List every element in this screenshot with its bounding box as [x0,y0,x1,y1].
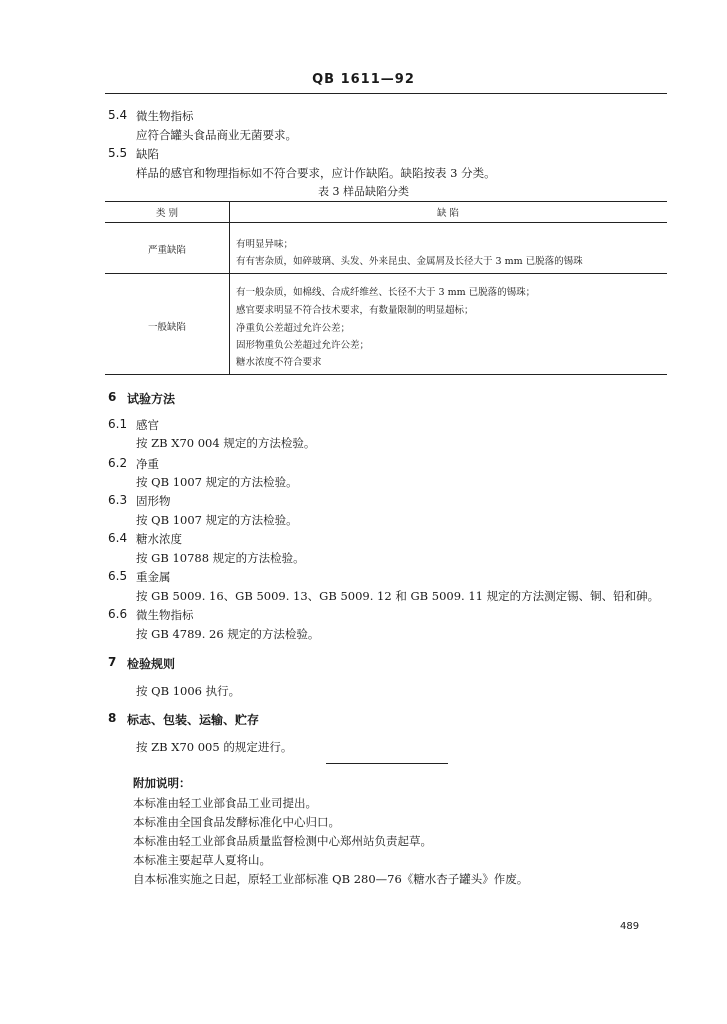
section-6-3-title: 固形物 [136,494,171,508]
section-6-2-number: 6.2 [108,456,128,470]
section-5-4-number: 5.4 [108,108,128,122]
section-5-4-title: 微生物指标 [136,109,194,123]
section-6-1-number: 6.1 [108,417,128,431]
table-row-rule [105,273,667,274]
section-6-4-title: 糖水浓度 [136,532,182,546]
table-header-category: 类 别 [155,208,179,219]
end-rule [326,763,448,764]
note-line: 本标准主要起草人夏将山。 [133,853,271,867]
section-6-2-body: 按 QB 1007 规定的方法检验。 [136,475,298,489]
table-header-defect: 缺 陷 [436,208,460,219]
note-line: 本标准由全国食品发酵标准化中心归口。 [133,815,340,829]
section-6-2-title: 净重 [136,457,159,471]
section-8-number: 8 [108,711,117,725]
section-5-5-body: 样品的感官和物理指标如不符合要求，应计作缺陷。缺陷按表 3 分类。 [136,166,496,180]
table-caption: 表 3 样品缺陷分类 [318,185,409,198]
note-line: 本标准由轻工业部食品工业司提出。 [133,796,317,810]
section-6-4-number: 6.4 [108,531,128,545]
table-row-item: 固形物重负公差超过允许公差； [236,340,370,351]
section-6-6-number: 6.6 [108,607,128,621]
section-6-5-title: 重金属 [136,570,171,584]
table-row-item: 有明显异味； [236,239,294,250]
document-code-header: QB 1611—92 [312,72,415,87]
section-6-5-number: 6.5 [108,569,128,583]
section-6-5-body: 按 GB 5009. 16、GB 5009. 13、GB 5009. 12 和 GB 5009. 11 规定的方法测定锡、铜、铅和砷。 [136,589,660,603]
header-rule [105,93,667,94]
table-row-item: 有有害杂质，如碎玻璃、头发、外来昆虫、金属屑及长径大于 3 mm 已脱落的锡珠 [236,256,583,267]
table-row-category: 一般缺陷 [147,322,186,333]
section-6-3-number: 6.3 [108,493,128,507]
section-6-3-body: 按 QB 1007 规定的方法检验。 [136,513,298,527]
section-7-title: 检验规则 [127,657,176,671]
table-row-item: 感官要求明显不符合技术要求，有数量限制的明显超标； [236,305,474,316]
note-line: 自本标准实施之日起，原轻工业部标准 QB 280—76《糖水杏子罐头》作废。 [133,872,529,886]
page-number: 489 [620,921,640,932]
section-6-number: 6 [108,390,117,404]
section-5-5-number: 5.5 [108,146,128,160]
section-8-title: 标志、包装、运输、贮存 [127,713,260,727]
section-5-5-title: 缺陷 [136,147,159,161]
section-6-1-title: 感官 [136,418,159,432]
table-row-item: 净重负公差超过允许公差； [236,323,351,334]
table-row-item: 有一般杂质，如棉线、合成纤维丝、长径不大于 3 mm 已脱落的锡珠； [236,287,536,298]
section-6-4-body: 按 GB 10788 规定的方法检验。 [136,551,305,565]
note-title: 附加说明： [133,776,191,790]
section-6-6-title: 微生物指标 [136,608,194,622]
section-7-body: 按 QB 1006 执行。 [136,684,241,698]
table-top-rule [105,201,667,202]
table-bottom-rule [105,374,667,375]
section-8-body: 按 ZB X70 005 的规定进行。 [136,740,293,754]
section-6-title: 试验方法 [127,392,176,406]
table-row-category: 严重缺陷 [147,245,186,256]
section-5-4-body: 应符合罐头食品商业无菌要求。 [136,128,297,142]
note-line: 本标准由轻工业部食品质量监督检测中心郑州站负责起草。 [133,834,432,848]
section-7-number: 7 [108,655,117,669]
table-row-item: 糖水浓度不符合要求 [236,357,322,368]
table-column-divider [229,201,230,374]
section-6-6-body: 按 GB 4789. 26 规定的方法检验。 [136,627,320,641]
table-header-rule [105,222,667,223]
section-6-1-body: 按 ZB X70 004 规定的方法检验。 [136,436,316,450]
